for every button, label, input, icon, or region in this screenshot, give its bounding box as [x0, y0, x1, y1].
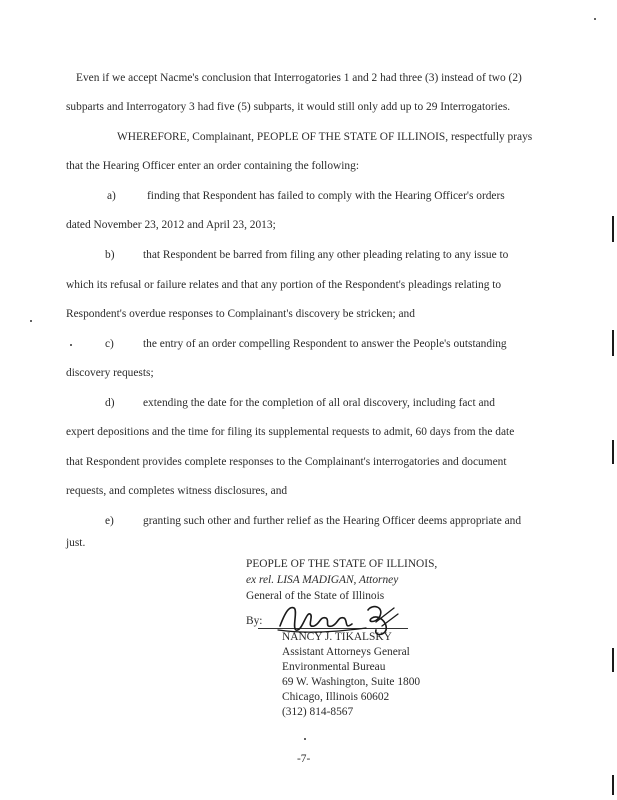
page-number: -7-: [297, 753, 311, 765]
item-d-line: extending the date for the completion of all oral discovery, including fact and: [143, 397, 495, 409]
wherefore-line: WHEREFORE, Complainant, PEOPLE OF THE STATE OF ILLINOIS, respectfully prays: [117, 131, 533, 143]
scan-dot: [30, 320, 32, 322]
scan-dot: [594, 18, 596, 20]
paragraph-line: Even if we accept Nacme's conclusion that Interrogatories 1 and 2 had three (3) instead of two (2): [76, 72, 522, 84]
item-label-c: c): [105, 338, 114, 350]
item-a-line: dated November 23, 2012 and April 23, 2013;: [66, 219, 276, 231]
signature-general: General of the State of Illinois: [246, 590, 385, 602]
item-label-a: a): [107, 190, 116, 202]
item-label-e: e): [105, 515, 114, 527]
item-d-line: expert depositions and the time for filing its supplemental requests to admit, 60 days from the date: [66, 426, 515, 438]
item-c-line: discovery requests;: [66, 367, 154, 379]
scan-dot: [304, 738, 306, 740]
item-a-line: finding that Respondent has failed to comply with the Hearing Officer's orders: [147, 190, 505, 202]
signature-bureau: Environmental Bureau: [282, 661, 386, 673]
signature-name: NANCY J. TIKALSKY: [282, 631, 392, 643]
item-c-line: the entry of an order compelling Respondent to answer the People's outstanding: [143, 338, 507, 350]
scan-dot: [70, 344, 72, 346]
signature-street: 69 W. Washington, Suite 1800: [282, 676, 421, 688]
item-e-line: just.: [66, 537, 86, 549]
item-e-line: granting such other and further relief as the Hearing Officer deems appropriate and: [143, 515, 522, 527]
paragraph-line: subparts and Interrogatory 3 had five (5) subparts, it would still only add up to 29 Interrogatories.: [66, 101, 511, 113]
item-b-line: that Respondent be barred from filing any other pleading relating to any issue to: [143, 249, 509, 261]
item-d-line: that Respondent provides complete responses to the Complainant's interrogatories and document: [66, 456, 507, 468]
scan-mark: [612, 216, 614, 242]
signature-party: PEOPLE OF THE STATE OF ILLINOIS,: [246, 558, 438, 570]
scan-mark: [612, 775, 614, 795]
signature-phone: (312) 814-8567: [282, 706, 354, 718]
scan-mark: [612, 648, 614, 672]
scan-mark: [612, 330, 614, 356]
wherefore-line: that the Hearing Officer enter an order containing the following:: [66, 160, 359, 172]
signature-ex-rel: ex rel. LISA MADIGAN, Attorney: [246, 574, 399, 586]
signature-by-label: By:: [246, 615, 263, 627]
signature-title: Assistant Attorneys General: [282, 646, 410, 658]
handwritten-signature: [276, 600, 406, 640]
item-b-line: which its refusal or failure relates and that any portion of the Respondent's pleadings relating to: [66, 279, 502, 291]
scan-mark: [612, 440, 614, 464]
item-b-line: Respondent's overdue responses to Complainant's discovery be stricken; and: [66, 308, 415, 320]
item-d-line: requests, and completes witness disclosures, and: [66, 485, 288, 497]
item-label-d: d): [105, 397, 115, 409]
item-label-b: b): [105, 249, 115, 261]
signature-city: Chicago, Illinois 60602: [282, 691, 390, 703]
